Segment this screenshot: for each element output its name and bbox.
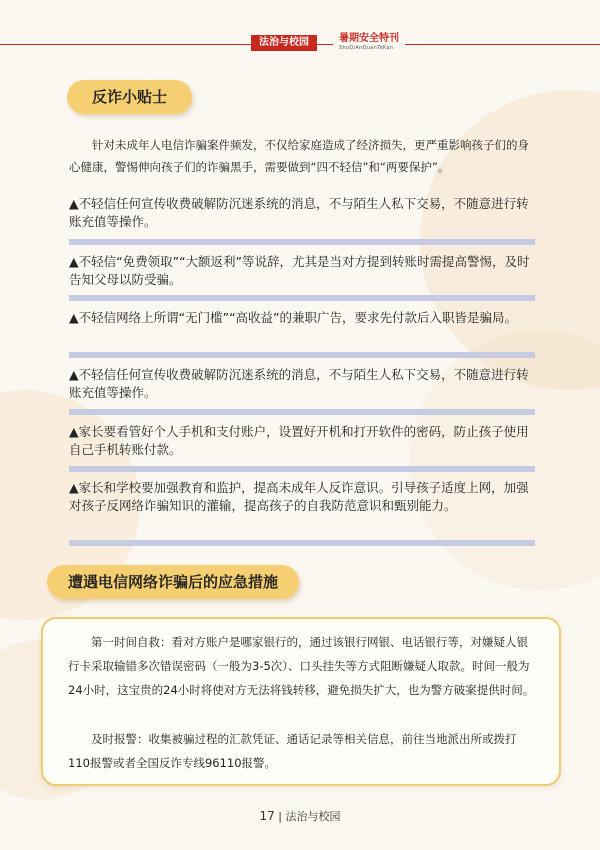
tip-divider	[69, 466, 535, 472]
tip-item: ▲不轻信“免费领取”“大额返利”等说辞，尤其是当对方提到转账时需提高警惕，及时告知父母以防受骗。	[69, 254, 530, 287]
tip-item: ▲家长要看管好个人手机和支付账户，设置好开机和打开软件的密码，防止孩子使用自己手机转账付款。	[69, 424, 529, 457]
header-title-text: 暑期安全特刊	[339, 33, 399, 44]
emergency-measures-box	[41, 617, 561, 786]
tip-item: ▲家长和学校要加强教育和监护，提高未成年人反诈意识。引导孩子适度上网，加强对孩子反网络诈骗知识的灌输，提高孩子的自我防范意识和甄别能力。	[69, 480, 529, 513]
tip-divider	[69, 239, 535, 245]
intro-paragraph: 针对未成年人电信诈骗案件频发，不仅给家庭造成了经济损失，更严重影响孩子们的身心健康，警惕伸向孩子们的诈骗黑手，需要做到“四不轻信”和“两要保护”。	[69, 138, 529, 174]
section-heading-tips: 反诈小贴士	[67, 80, 192, 114]
page-header	[0, 31, 600, 51]
header-subtitle: ShuQiAnQuanTeKan	[339, 45, 394, 51]
tip-item: ▲不轻信任何宣传收费破解防沉迷系统的消息，不与陌生人私下交易，不随意进行转账充值等操作。	[69, 367, 529, 400]
header-title	[333, 33, 405, 51]
footer-text: 法治与校园	[285, 810, 341, 823]
tip-divider	[69, 540, 535, 546]
self-rescue-paragraph: 第一时间自救：看对方账户是哪家银行的，通过该银行网银、电话银行等，对嫌疑人银行卡采取输错多次错误密码（一般为3-5次）、口头挂失等方式阻断嫌疑人取款。时间一般为24小时，这宝贵的24小时将使对方无法将钱转移，避免损失扩大，也为警方破案提供时间。	[68, 635, 535, 697]
page-footer	[0, 808, 600, 824]
header-tag: 法治与校园	[251, 35, 317, 51]
tip-item: ▲不轻信任何宣传收费破解防沉迷系统的消息，不与陌生人私下交易，不随意进行转账充值等操作。	[69, 196, 529, 229]
report-police-paragraph: 及时报警：收集被骗过程的汇款凭证、通话记录等相关信息，前往当地派出所或拨打110报警或者全国反诈专线96110报警。	[68, 732, 517, 770]
tip-divider	[69, 295, 535, 301]
page-number: 17	[259, 809, 275, 823]
tip-divider	[69, 409, 535, 415]
footer-separator: |	[278, 810, 282, 823]
section-heading-emergency: 遭遇电信网络诈骗后的应急措施	[47, 565, 299, 599]
tip-item: ▲不轻信网络上所谓“无门槛”“高收益”的兼职广告，要求先付款后入职皆是骗局。	[69, 310, 518, 325]
tip-divider	[69, 352, 535, 358]
